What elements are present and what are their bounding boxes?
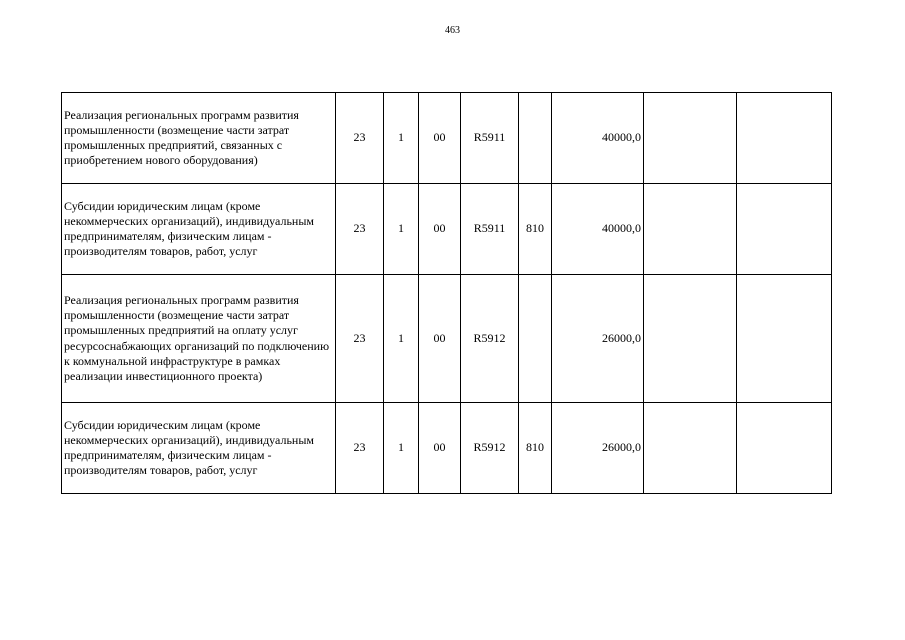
table-row — [62, 403, 832, 494]
table-row — [62, 184, 832, 275]
subsection-cell: 1 — [384, 275, 419, 403]
budget-table — [61, 92, 832, 494]
program-cell: 00 — [419, 403, 461, 494]
expense-kind-cell: 810 — [519, 403, 552, 494]
extra-cell-2 — [737, 275, 832, 403]
table-body — [62, 93, 832, 494]
extra-cell-1 — [644, 275, 737, 403]
subsection-cell: 1 — [384, 184, 419, 275]
extra-cell-2 — [737, 184, 832, 275]
target-code-cell: R5911 — [461, 184, 519, 275]
program-cell: 00 — [419, 184, 461, 275]
section-cell: 23 — [336, 403, 384, 494]
subsection-cell: 1 — [384, 93, 419, 184]
extra-cell-1 — [644, 184, 737, 275]
section-cell: 23 — [336, 93, 384, 184]
target-code-cell: R5912 — [461, 275, 519, 403]
expense-kind-cell: 810 — [519, 184, 552, 275]
program-cell: 00 — [419, 275, 461, 403]
target-code-cell: R5912 — [461, 403, 519, 494]
section-cell: 23 — [336, 184, 384, 275]
amount-cell: 40000,0 — [552, 184, 644, 275]
extra-cell-2 — [737, 93, 832, 184]
table-row — [62, 275, 832, 403]
amount-cell: 26000,0 — [552, 403, 644, 494]
page-number: 463 — [445, 25, 460, 36]
target-code-cell: R5911 — [461, 93, 519, 184]
extra-cell-1 — [644, 403, 737, 494]
amount-cell: 40000,0 — [552, 93, 644, 184]
section-cell: 23 — [336, 275, 384, 403]
expense-kind-cell — [519, 93, 552, 184]
extra-cell-2 — [737, 403, 832, 494]
expense-kind-cell — [519, 275, 552, 403]
amount-cell: 26000,0 — [552, 275, 644, 403]
subsection-cell: 1 — [384, 403, 419, 494]
row-name-cell: Субсидии юридическим лицам (кроме некоммерческих организаций), индивидуальным предпринимателям, физическим лицам - производителям товаров, работ, услуг — [62, 403, 336, 494]
table-row — [62, 93, 832, 184]
extra-cell-1 — [644, 93, 737, 184]
program-cell: 00 — [419, 93, 461, 184]
row-name-cell: Субсидии юридическим лицам (кроме некоммерческих организаций), индивидуальным предпринимателям, физическим лицам - производителям товаров, работ, услуг — [62, 184, 336, 275]
row-name-cell: Реализация региональных программ развития промышленности (возмещение части затрат промышленных предприятий, связанных с приобретением нового оборудования) — [62, 93, 336, 184]
row-name-cell: Реализация региональных программ развития промышленности (возмещение части затрат промышленных предприятий на оплату услуг ресурсоснабжающих организаций по подключению к коммунальной инфраструктуре в рамках реализации инвестиционного проекта) — [62, 275, 336, 403]
